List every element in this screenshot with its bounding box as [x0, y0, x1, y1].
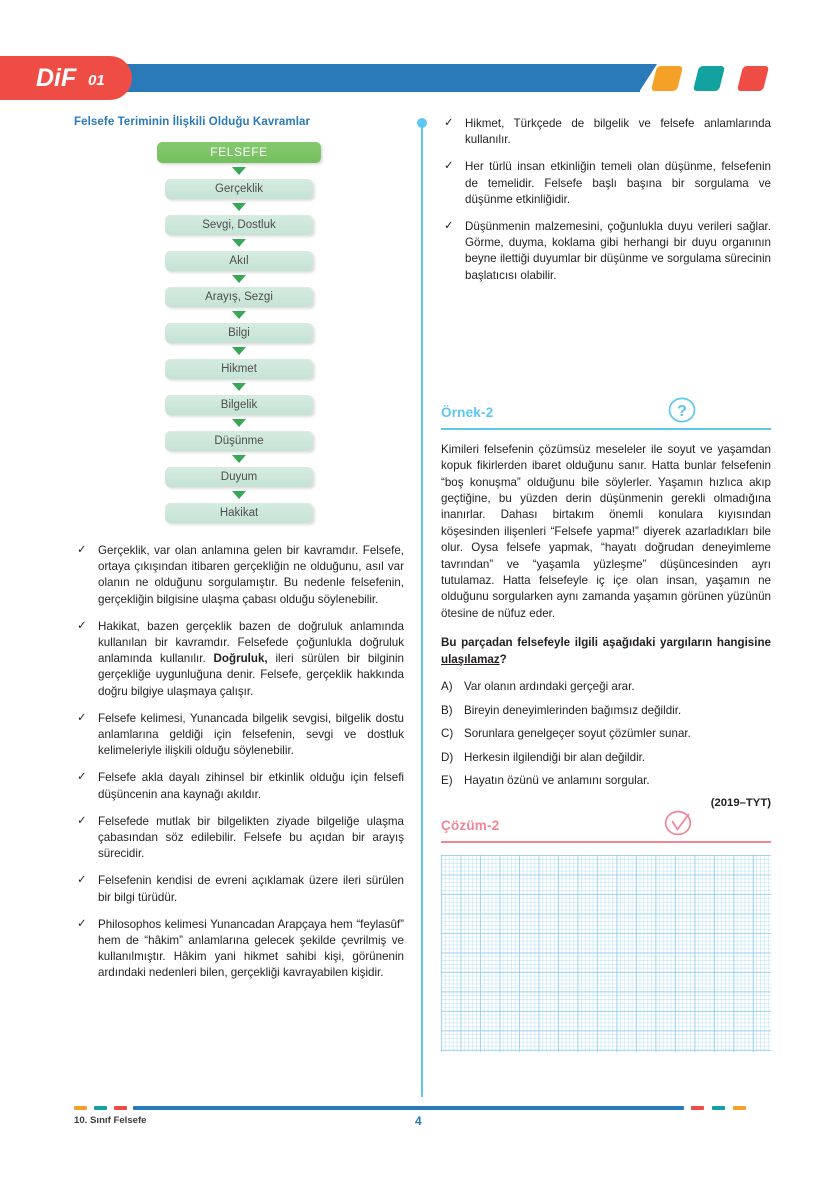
flow-node-6: Bilgelik	[165, 395, 313, 415]
list-item	[74, 711, 404, 760]
cozum-rule	[441, 841, 771, 843]
flow-node-3: Arayış, Sezgi	[165, 287, 313, 307]
question-stem-underlined: ulaşılamaz	[441, 652, 500, 666]
check-bullet-icon: ✓	[444, 220, 454, 233]
footer-dash-orange-left	[74, 1106, 87, 1110]
list-item	[441, 116, 771, 148]
list-item	[441, 159, 771, 208]
flow-node-9: Hakikat	[165, 503, 313, 523]
ornek-passage: Kimileri felsefenin çözümsüz meseleler ile soyut ve yaşamdan kopuk fikirlerden ibaret olduğunu sanır. Hatta bunlar felsefenin “boş konuşma” olduğunu bile söylerler. Yaşamın hızlıca akıp geçtiğine, bu yüzden derin düşünmenin gerekli olmadığına inanırlar. Dahası birtakım önemli konulara kıyısından köşesinden ilişenleri “Felsefe yapma!” diyerek azarladıkları bile olur. Oysa felsefe yapmak, “hayatı doğrudan deneyimleme tavrından” ve “yaşamla yüzleşme” düşüncesinden ayrı tutulamaz. Hatta felsefeyle iç içe olan insan, yaşamın ne olduğunu sorgularken aynı zamanda yaşamın görünen yüzünün ötesine de nüfuz eder.	[441, 442, 771, 620]
option-letter: C)	[441, 727, 454, 741]
flow-arrow-icon	[232, 383, 246, 391]
list-item-text: Düşünmenin malzemesini, çoğunlukla duyu verileri sağlar. Görme, duyma, koklama gibi herhangi bir duyu organının beyne ilettiği duyumlar bir düşünme ve sorgulama sürecinin başlatıcısı olabilir.	[465, 220, 771, 282]
footer-caption: 10. Sınıf Felsefe	[74, 1115, 147, 1126]
list-item-text: Felsefenin kendisi de evreni açıklamak üzere ileri sürülen bir bilgi türüdür.	[98, 874, 404, 904]
footer-dash-orange-right	[733, 1106, 746, 1110]
list-item-text: Hakikat, bazen gerçeklik bazen de doğruluk anlamında kullanılan bir kavramdır. Felsefede çoğunlukla doğruluk anlamında kullanılır. Doğruluk, ileri sürülen bir bilginin gerçekliğe uygunluğuna denir. Felsefe, gerçeklik hakkında doğru bilgiye ulaşmaya çalışır.	[98, 619, 404, 698]
option-c[interactable]	[441, 726, 771, 742]
list-item	[74, 619, 404, 700]
footer-dash-teal-right	[712, 1106, 725, 1110]
logo-tab	[0, 56, 132, 100]
flow-arrow-icon	[232, 347, 246, 355]
flow-node-2: Akıl	[165, 251, 313, 271]
check-bullet-icon: ✓	[77, 917, 87, 930]
flowchart-title: Felsefe Teriminin İlişkili Olduğu Kavramlar	[74, 116, 311, 128]
list-item-text: Philosophos kelimesi Yunancadan Arapçaya hem “feylasûf” hem de “hâkim” anlamlarına gelecek şekilde çevrilmiş ve kullanılmıştır. Hâkim yani hikmet sahibi kişi, görünenin ardındaki nedenleri bilen, gerçekliği kavrayabilen kişidir.	[98, 917, 404, 980]
flow-arrow-icon	[232, 491, 246, 499]
left-bullet-list	[74, 543, 404, 982]
option-text: Var olanın ardındaki gerçeği arar.	[464, 680, 635, 694]
list-item	[74, 873, 404, 905]
footer-dash-teal-left	[94, 1106, 107, 1110]
cozum-label: Çözüm-2	[441, 817, 500, 833]
logo-unit-number: 01	[88, 72, 105, 89]
option-e[interactable]	[441, 773, 771, 789]
teal-parallelogram-icon	[693, 66, 725, 91]
list-item-text: Felsefe akla dayalı zihinsel bir etkinlik olduğu için felsefi düşüncenin ana kaynağı akıldır.	[98, 771, 404, 801]
option-letter: B)	[441, 703, 453, 717]
check-bullet-icon: ✓	[444, 117, 454, 129]
svg-text:?: ?	[677, 402, 687, 420]
flow-arrow-icon	[232, 311, 246, 319]
flow-arrow-icon	[232, 419, 246, 427]
option-b[interactable]	[441, 703, 771, 719]
flow-node-8: Duyum	[165, 467, 313, 487]
page-number: 4	[415, 1114, 422, 1128]
question-stem	[441, 635, 771, 668]
column-divider	[421, 120, 423, 1097]
left-column	[74, 116, 404, 982]
concept-flowchart	[74, 142, 404, 523]
header-blue-bar	[95, 64, 640, 92]
option-letter: A)	[441, 680, 453, 694]
flow-arrow-icon	[232, 203, 246, 211]
question-mark-circle-icon	[667, 396, 697, 429]
flow-arrow-icon	[232, 239, 246, 247]
option-text: Sorunlara genelgeçer soyut çözümler sunar.	[464, 727, 691, 741]
check-bullet-icon: ✓	[77, 619, 87, 632]
page-header	[0, 56, 828, 100]
list-item-text: Gerçeklik, var olan anlamına gelen bir kavramdır. Felsefe, ortaya çıkışından itibaren gerçekliğin ne olduğunu, asıl var olanın ne olduğunu sorgulamıştır. Bu nedenle felsefenin, gerçekliğin bilgisine ulaşma çabası olduğu söylenebilir.	[98, 544, 404, 606]
check-bullet-icon: ✓	[77, 874, 87, 887]
list-item	[441, 219, 771, 284]
question-source: (2019–TYT)	[710, 796, 771, 809]
list-item	[74, 770, 404, 802]
list-item	[74, 917, 404, 982]
flow-arrow-icon	[232, 455, 246, 463]
option-text: Herkesin ilgilendiği bir alan değildir.	[464, 750, 646, 764]
footer-dash-red-left	[114, 1106, 127, 1110]
question-stem-pre: Bu parçadan felsefeyle ilgili aşağıdaki yargıların hangisine	[441, 636, 771, 650]
flow-arrow-icon	[232, 275, 246, 283]
option-a[interactable]	[441, 679, 771, 695]
page-footer	[0, 1106, 828, 1156]
flow-node-felsefe: FELSEFE	[157, 142, 321, 163]
list-item	[74, 814, 404, 863]
ornek-label: Örnek-2	[441, 404, 494, 420]
red-parallelogram-icon	[737, 66, 769, 91]
answer-options	[441, 679, 771, 789]
flow-node-7: Düşünme	[165, 431, 313, 451]
check-bullet-icon: ✓	[77, 814, 87, 827]
footer-line	[133, 1106, 684, 1110]
question-stem-post: ?	[499, 652, 507, 666]
flow-node-4: Bilgi	[165, 323, 313, 343]
list-item-text: Hikmet, Türkçede de bilgelik ve felsefe anlamlarında kullanılır.	[465, 117, 771, 147]
check-mark-circle-icon	[663, 809, 697, 842]
cozum-section-header	[441, 817, 771, 843]
check-bullet-icon: ✓	[77, 711, 87, 724]
list-item-text: Her türlü insan etkinliğin temeli olan düşünme, felsefenin de temelidir. Felsefe başlı başına bir sorgulama ve düşünme etkinliğidir.	[465, 160, 771, 206]
option-text: Bireyin deneyimlerinden bağımsız değildir.	[464, 703, 682, 717]
emphasis-term: Doğruluk,	[213, 652, 268, 666]
orange-parallelogram-icon	[651, 66, 683, 91]
solution-grid-area[interactable]	[441, 855, 771, 1052]
check-bullet-icon: ✓	[77, 544, 87, 556]
right-column	[441, 116, 771, 1052]
check-bullet-icon: ✓	[444, 160, 454, 173]
right-bullet-list	[441, 116, 771, 284]
logo-text: DiF	[36, 64, 77, 92]
list-item-text: Felsefe kelimesi, Yunancada bilgelik sevgisi, bilgelik dostu anlamlarına geldiği için felsefenin, sevgi ve dostluk kelimeleriyle ilişkili olduğu söylenebilir.	[98, 711, 404, 758]
option-letter: E)	[441, 774, 453, 788]
flow-node-0: Gerçeklik	[165, 179, 313, 199]
ornek-rule	[441, 428, 771, 430]
flow-node-1: Sevgi, Dostluk	[165, 215, 313, 235]
flow-arrow-icon	[232, 167, 246, 175]
option-d[interactable]	[441, 750, 771, 766]
option-letter: D)	[441, 750, 454, 764]
check-bullet-icon: ✓	[77, 771, 87, 784]
option-text: Hayatın özünü ve anlamını sorgular.	[464, 774, 650, 788]
footer-dash-red-right	[691, 1106, 704, 1110]
flow-node-5: Hikmet	[165, 359, 313, 379]
list-item	[74, 543, 404, 608]
list-item-text: Felsefede mutlak bir bilgelikten ziyade bilgeliğe ulaşma çabasından söz edilebilir. Felsefe bu açıdan bir arayış sürecidir.	[98, 814, 404, 861]
ornek-section-header	[441, 404, 771, 430]
